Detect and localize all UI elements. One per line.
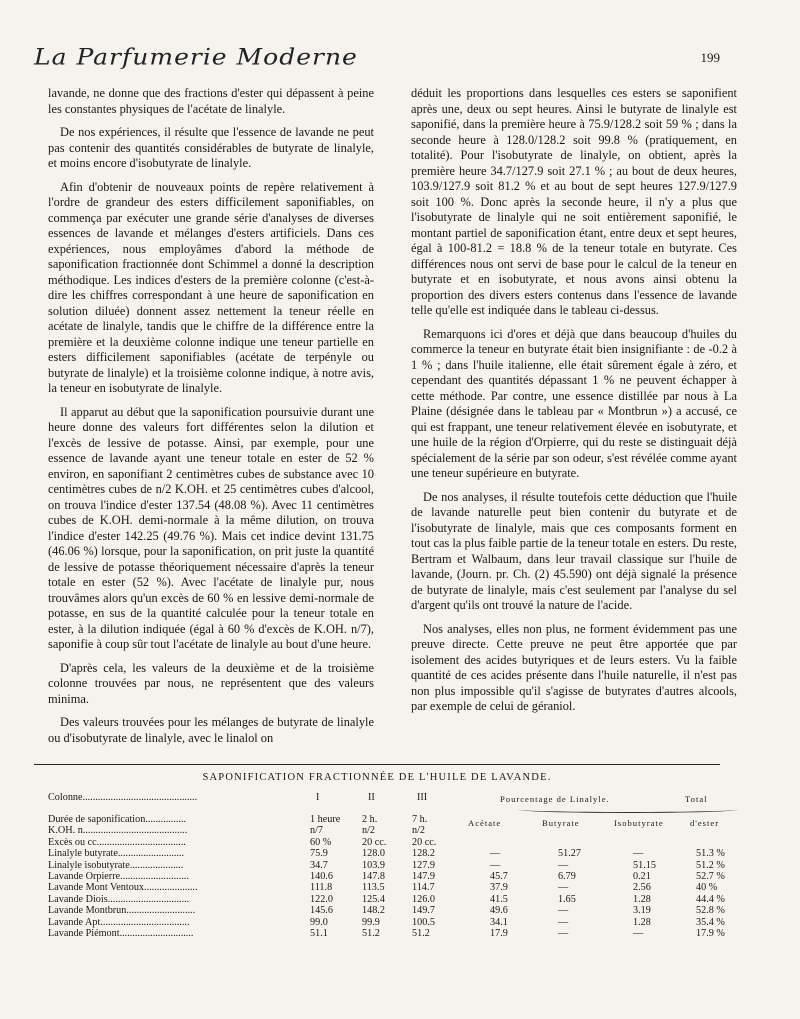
cell-col-iii: 114.7 [412, 882, 435, 894]
cell-col-ii: 2 h. [362, 814, 378, 825]
cell-acetate: 45.7 [490, 871, 508, 882]
cell-col-i: 111.8 [310, 882, 333, 894]
paragraph: Des valeurs trouvées pour les mélanges de butyrate de linalyle ou d'isobutyrate de linalyle, avec le linalol on [48, 715, 374, 745]
paragraph: De nos expériences, il résulte que l'essence de lavande ne peut pas contenir des quantités considérables de butyrate de linalyle, et moins encore d'isobutyrate de linalyle. [48, 125, 374, 170]
cell-col-i: n/7 [310, 825, 324, 837]
cell-total: 52.8 % [696, 905, 725, 917]
row-label: Lavande Orpierre........................... [48, 871, 189, 882]
cell-col-iii: n/2 [412, 825, 426, 837]
col-number-i: I [316, 792, 320, 803]
cell-butyrate: 1.65 [558, 893, 576, 905]
paragraph: De nos analyses, il résulte toutefois cette déduction que l'huile de lavande naturelle peut bien contenir du butyrate et de l'isobutyrate de linalyle, mais que ces composants forment en tout cas la plus faible partie de la teneur totale en esters. Du reste, Bertram et Walbaum, dans leur travail classique sur l'huile de lavande, (Journ. pr. Ch. (2) 45.590) ont déjà signalé la présence de butyrate de linalyle, mais c'est seulement par l'analyse du sel d'argent qu'ils ont trouvé la nature de l'acide. [411, 489, 737, 612]
cell-isobutyrate: 2.56 [633, 882, 651, 894]
cell-total: 35.4 % [696, 916, 725, 928]
cell-col-iii: 20 cc. [412, 836, 437, 848]
cell-col-iii: 149.7 [412, 905, 435, 917]
row-label: Durée de saponification................ [48, 814, 187, 825]
cell-butyrate: — [558, 859, 569, 871]
row-label-text: Lavande Apt [48, 916, 101, 928]
row-label-text: Linalyle isobutyrate [48, 859, 130, 871]
cell-isobutyrate: 51.15 [633, 859, 656, 871]
cell-total: 17.9 % [696, 928, 725, 939]
row-label-text: Lavande Piémont [48, 928, 120, 939]
cell-col-i: 60 % [310, 836, 332, 848]
cell-col-i: 51.1 [310, 928, 328, 939]
cell-col-i: 75.9 [310, 848, 328, 860]
cell-col-ii: 113.5 [362, 882, 385, 894]
row-label-text: Linalyle butyrate [48, 848, 118, 860]
cell-butyrate: 51.27 [558, 848, 581, 860]
cell-col-ii: 20 cc. [362, 836, 387, 848]
cell-total: 52.7 % [696, 871, 725, 882]
page-header [34, 44, 720, 74]
isobutyrate-header: Isobutyrate [614, 818, 664, 828]
cell-col-ii: 128.0 [362, 848, 385, 860]
row-label-text: Excès ou cc [48, 836, 97, 848]
cell-col-i: 34.7 [310, 859, 328, 871]
row-label-text: Lavande Diois [48, 893, 108, 905]
paragraph: D'après cela, les valeurs de la deuxième et de la troisième colonne trouvées par nous, ne représentent que des valeurs minima. [48, 660, 374, 706]
cell-col-iii: 127.9 [412, 859, 435, 871]
butyrate-header: Butyrate [542, 818, 580, 828]
table-title: SAPONIFICATION FRACTIONNÉE DE L'HUILE DE LAVANDE. [202, 772, 552, 783]
col-number-iii: III [417, 792, 428, 803]
left-column [48, 86, 374, 754]
paragraph: Afin d'obtenir de nouveaux points de repère relativement à l'ordre de grandeur des esters difficilement saponifiables, on commença par exécuter une grande série d'analyses de diverses essences de lavande et mélanges d'esters artificiels. Dans ces expériences, nous employâmes d'abord la méthode de saponification fractionnée dont Schimmel a donné la description méthodique. Les indices d'esters de la première colonne (c'est-à-dire les chiffres correspondant à une heure de saponification en solution diluée) donnent assez nettement la teneur réelle en acétate de linalyle, tandis que le chiffre de la différence entre la première et la deuxième colonne indique une teneur partielle en esters difficilement saponifiables (acétate de terpényle ou butyrate de linalyle) et la troisième colonne indique, à notre avis, la teneur en isobutyrate de linalyle. [48, 179, 374, 395]
cell-acetate: — [490, 848, 501, 860]
cell-col-iii: 100.5 [412, 916, 435, 928]
paragraph: lavande, ne donne que des fractions d'ester qui dépassent à peine les constantes physiques de l'acétate de linalyle. [48, 86, 374, 116]
col-number-ii: II [368, 792, 375, 803]
cell-col-i: 99.0 [310, 916, 328, 928]
cell-acetate: 41.5 [490, 893, 508, 905]
row-label: Lavande Apt................................... [48, 916, 190, 928]
cell-col-ii: 148.2 [362, 905, 385, 917]
row-label-text: Durée de saponification [48, 814, 146, 825]
acetate-header: Acétate [468, 818, 502, 828]
cell-isobutyrate: — [633, 928, 644, 939]
cell-total: 51.2 % [696, 859, 725, 871]
cell-col-iii: 126.0 [412, 893, 435, 905]
row-label: Lavande Mont Ventoux..................... [48, 882, 198, 894]
row-label-text: Lavande Mont Ventoux [48, 882, 145, 894]
cell-acetate: 49.6 [490, 905, 508, 917]
group-brace [518, 806, 738, 813]
cell-butyrate: — [558, 882, 569, 894]
cell-butyrate: — [558, 905, 569, 917]
cell-total: 40 % [696, 882, 718, 894]
row-label: Lavande Montbrun........................... [48, 905, 196, 917]
row-label: Excès ou cc................................... [48, 836, 186, 848]
cell-butyrate: 6.79 [558, 871, 576, 882]
row-label: Linalyle butyrate.......................... [48, 848, 185, 860]
cell-isobutyrate: 1.28 [633, 916, 651, 928]
page-number: 199 [700, 50, 720, 65]
paragraph: Nos analyses, elles non plus, ne forment évidemment pas une preuve directe. Cette preuve ne peut être apportée que par isolement des acides butyriques et de leurs esters. Vu la faible quantité de ces acides présente dans l'huile naturelle, il n'est pas non plus impossible qu'il s'agisse de butyrates d'autres alcools, par exemple de celui de géraniol. [411, 621, 737, 713]
cell-col-ii: 103.9 [362, 859, 385, 871]
row-label: Linalyle isobutyrate..................... [48, 859, 184, 871]
section-divider [34, 764, 720, 765]
cell-col-ii: 125.4 [362, 893, 385, 905]
cell-col-ii: n/2 [362, 825, 376, 837]
cell-col-ii: 147.8 [362, 871, 385, 882]
row-label-text: Lavande Montbrun [48, 905, 127, 917]
cell-col-iii: 7 h. [412, 814, 428, 825]
cell-col-ii: 51.2 [362, 928, 380, 939]
colonne-label: Colonne............................................. [48, 792, 198, 803]
cell-total: 44.4 % [696, 893, 725, 905]
row-label-text: K.OH. n [48, 825, 83, 837]
cell-isobutyrate: 3.19 [633, 905, 651, 917]
row-label-text: Lavande Orpierre [48, 871, 121, 882]
cell-col-iii: 51.2 [412, 928, 430, 939]
cell-col-i: 122.0 [310, 893, 333, 905]
cell-col-iii: 147.9 [412, 871, 435, 882]
cell-col-i: 140.6 [310, 871, 333, 882]
cell-isobutyrate: 0.21 [633, 871, 651, 882]
cell-butyrate: — [558, 916, 569, 928]
cell-acetate: 17.9 [490, 928, 508, 939]
group-header: Pourcentage de Linalyle. [500, 794, 610, 804]
masthead: La Parfumerie Moderne [34, 44, 358, 71]
total-header-2: d'ester [690, 818, 720, 828]
cell-col-iii: 128.2 [412, 848, 435, 860]
paragraph: Remarquons ici d'ores et déjà que dans beaucoup d'huiles du commerce la teneur en butyrate était bien insignifiante : de -0.2 à 1 % ; dans l'huile italienne, elle était sûrement égale à zéro, et cependant des quantités dépassant 1 % ne peuvent échapper à cette méthode. Par contre, une essence distillée par nous à La Plaine (désignée dans le tableau par « Montbrun ») a accusé, ce qui est frappant, une teneur relativement élevée en isobutyrate, et une huile de la région d'Orpierre, qui du reste se distinguait déjà spécialement de la série par son odeur, s'est révélée comme ayant une teneur supérieure en butyrate. [411, 326, 737, 480]
row-label: K.OH. n......................................... [48, 825, 188, 837]
cell-acetate: 34.1 [490, 916, 508, 928]
paragraph: Il apparut au début que la saponification poursuivie durant une heure donne des valeurs fort différentes selon la dilution et l'excès de lessive de potasse. Ainsi, par exemple, pour une essence de lavande ayant une teneur totale en ester de 52 % environ, en saponifiant 2 centimètres cubes de substance avec 10 centimètres cubes de n/2 K.OH. et 25 centimètres cubes d'alcool, on trouva l'indice d'ester 137.54 (48.08 %). Avec 11 centimètres cubes de K.OH. demi-normale à la même dilution, on trouva l'indice d'ester 142.25 (49.76 %). Mais cet indice devint 131.75 (46.06 %) lorsque, pour la saponification, on prit juste la quantité de lessive de potasse théoriquement nécessaire d'après la teneur totale en ester (52 %). Avec l'acétate de linalyle pur, nous trouvâmes alors qu'un excès de 60 % en lessive demi-normale de potasse, en sus de la quantité calculée pour la teneur totale en ester, à la dilution indiquée (égal à 60 % d'excès de K.OH. n/7), saponifie à coup sûr tout l'acétate de linalyle au bout d'une heure. [48, 404, 374, 651]
cell-col-ii: 99.9 [362, 916, 380, 928]
cell-col-i: 145.6 [310, 905, 333, 917]
cell-acetate: 37.9 [490, 882, 508, 894]
row-label: Lavande Diois................................ [48, 893, 190, 905]
total-header: Total [685, 794, 708, 804]
cell-col-i: 1 heure [310, 814, 341, 825]
row-label: Lavande Piémont............................. [48, 928, 194, 939]
cell-acetate: — [490, 859, 501, 871]
right-column [411, 86, 737, 723]
cell-butyrate: — [558, 928, 569, 939]
cell-isobutyrate: 1.28 [633, 893, 651, 905]
cell-isobutyrate: — [633, 848, 644, 860]
paragraph: déduit les proportions dans lesquelles ces esters se saponifient après une, deux ou sept heures. Ainsi le butyrate de linalyle est saponifié, dans la première heure à 75.9/128.2 soit 59 % ; dans la seconde heure à 128.0/128.2 soit 99.8 % (pratiquement, en totalité). Pour l'isobutyrate de linalyle, on obtient, après la première heure 34.7/127.9 soit 27.1 % ; au bout de deux heures, 103.9/127.9 soit 81.2 % et au bout de sept heures 127.9/127.9 soit 100 %. Donc après la seconde heure, il n'y a plus que l'isobutyrate de linalyle qui ne soit entièrement saponifié, le montant partiel de saponification étant, entre deux et sept heures, égal à 100-81.2 = 18.8 % de la teneur totale en butyrate. Ces différences nous ont servi de base pour le calcul de la teneur en butyrate et en isobutyrate, et nous avons ainsi obtenu la proportion des divers esters contenus dans l'essence de lavande telle qu'elle est indiquée dans le tableau ci-dessus. [411, 86, 737, 317]
cell-total: 51.3 % [696, 848, 725, 860]
